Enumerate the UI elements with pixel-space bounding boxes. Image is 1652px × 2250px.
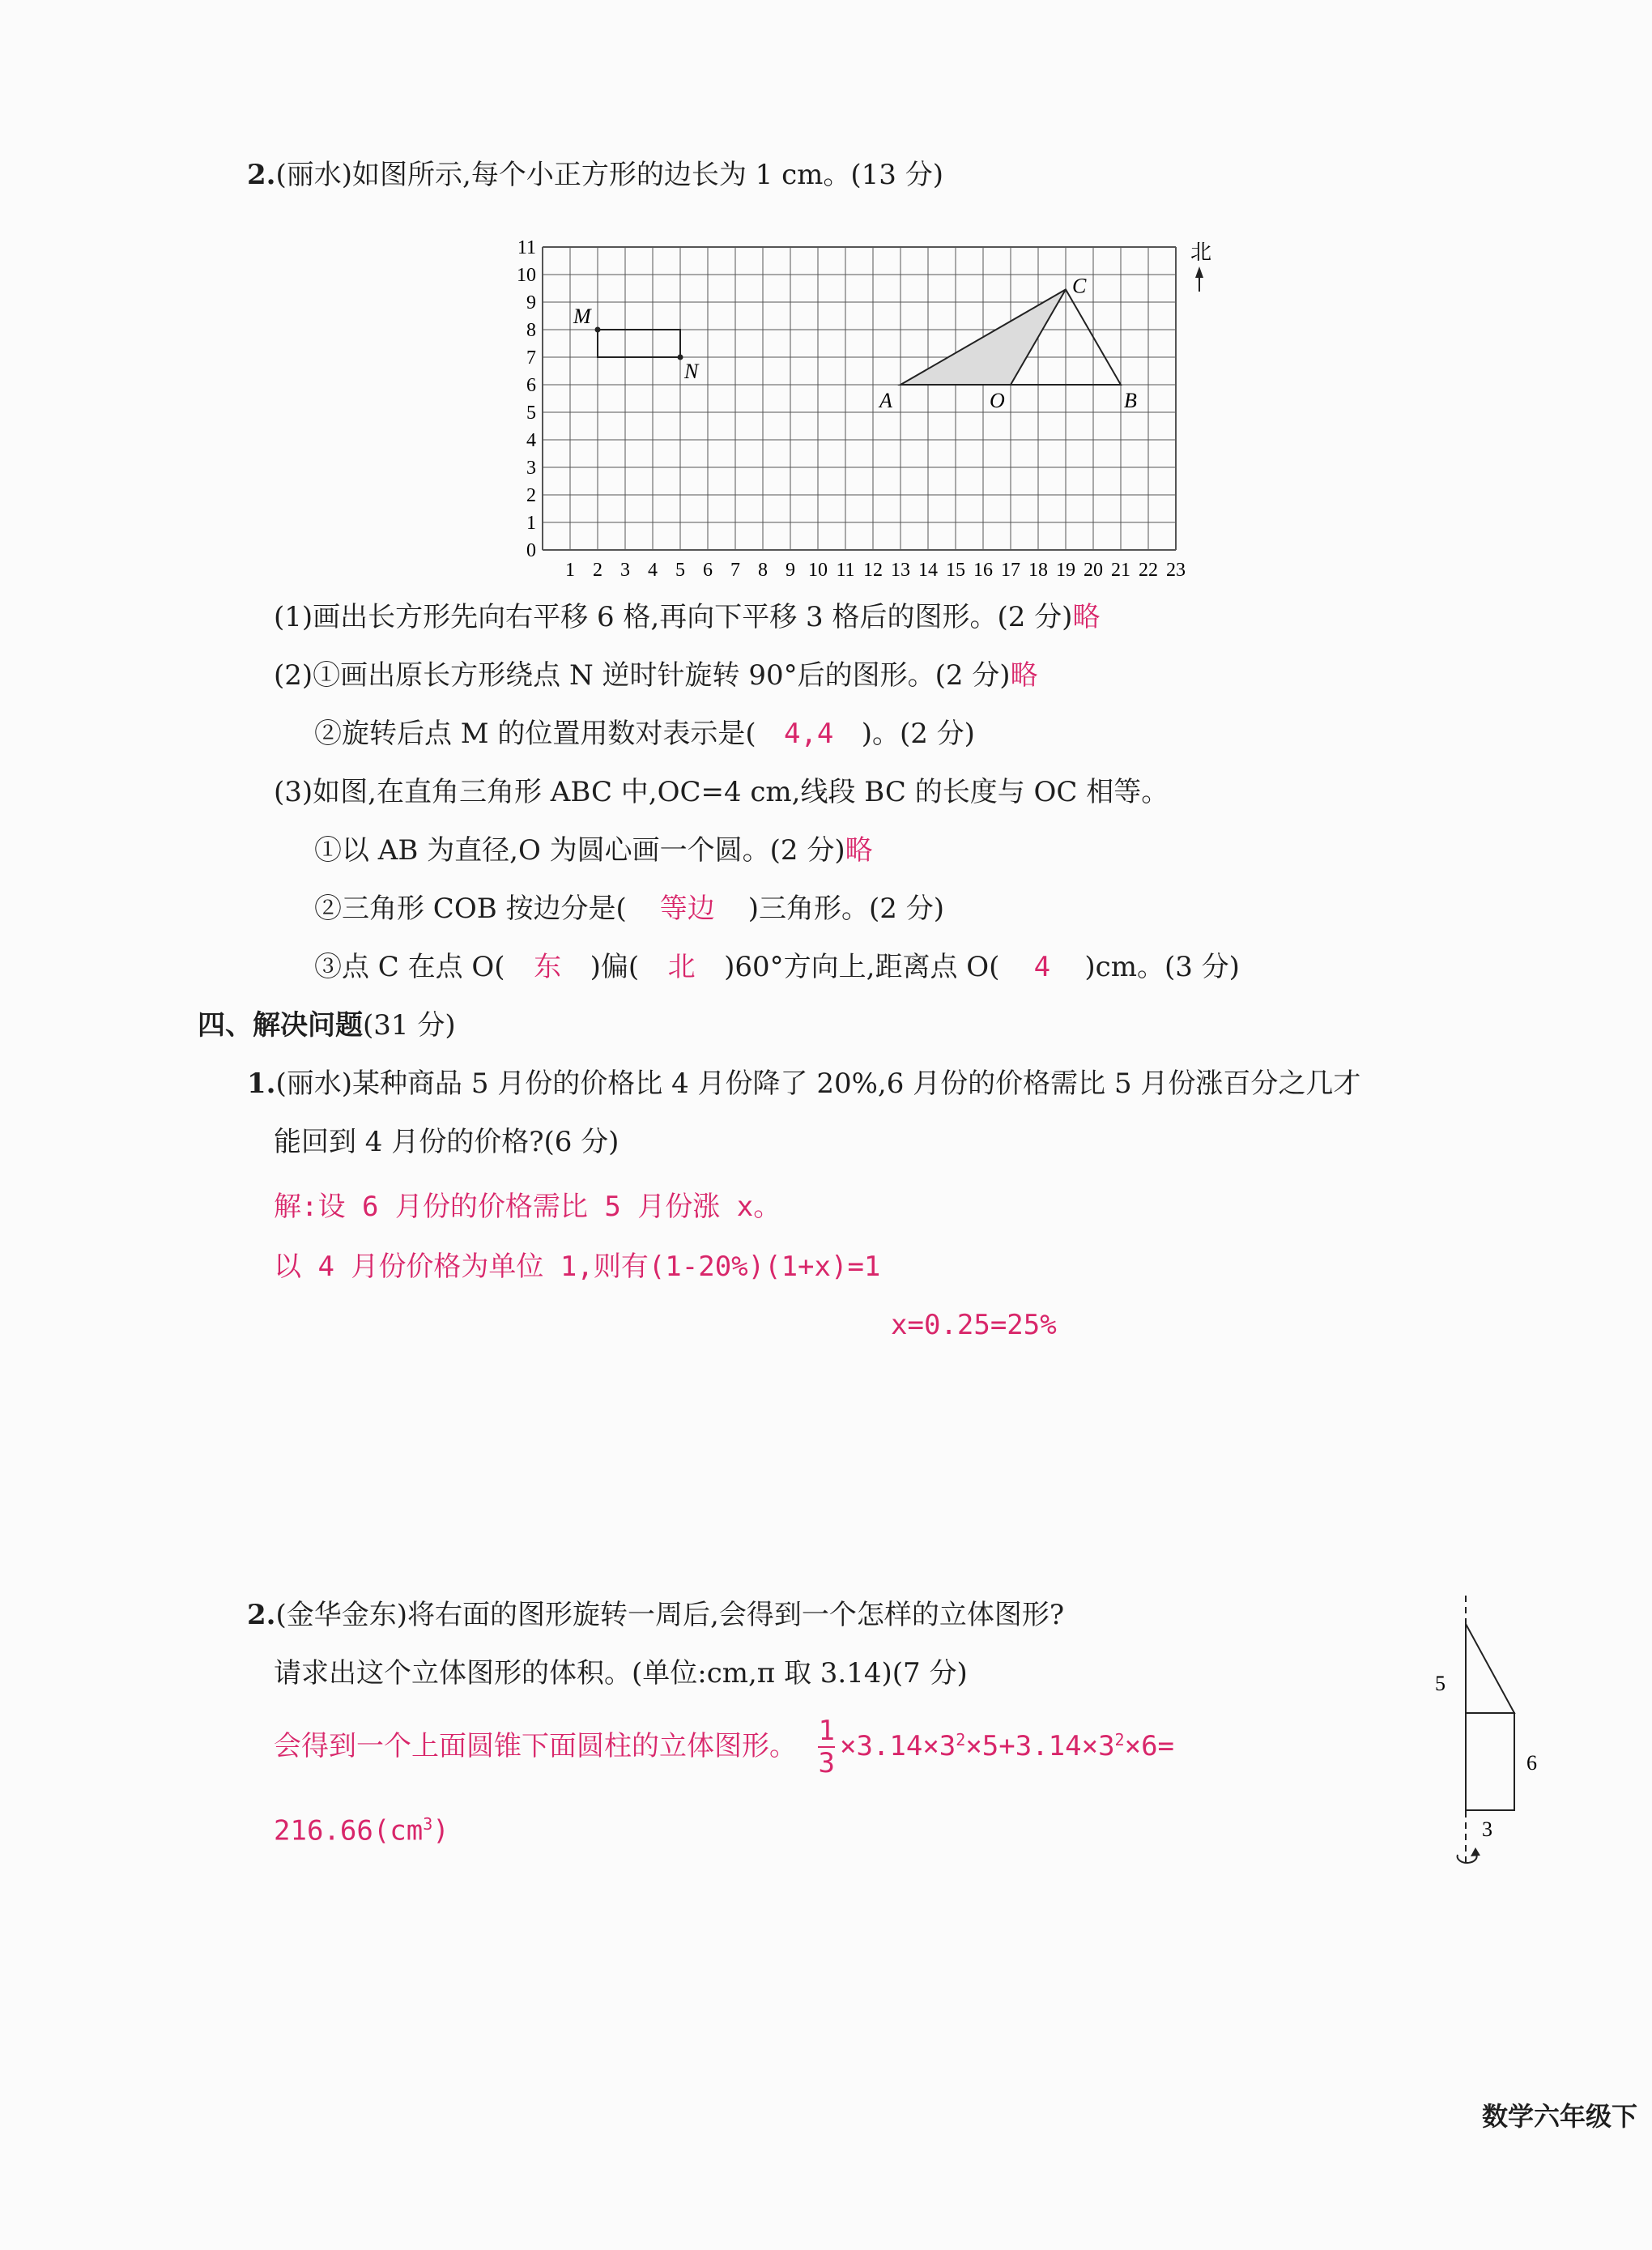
x-tick-label: 16: [973, 560, 993, 579]
x-axis-labels: [565, 560, 1186, 579]
part-1: (1)画出长方形先向右平移 6 格,再向下平移 3 格后的图形。(2 分)略: [274, 601, 1101, 633]
s4-q2-line-2: 请求出这个立体图形的体积。(单位:cm,π 取 3.14)(7 分): [274, 1657, 968, 1690]
rectangle-mn: [598, 330, 680, 357]
part-2a-answer: 略: [1010, 659, 1038, 692]
x-tick-label: 23: [1166, 560, 1186, 579]
part-2b: ②旋转后点 M 的位置用数对表示是( 4,4 )。(2 分): [314, 718, 975, 750]
label-m: M: [573, 305, 591, 328]
label-b: B: [1124, 389, 1137, 412]
x-tick-label: 9: [786, 560, 795, 579]
rectangle-part: [1466, 1713, 1514, 1810]
point-n-dot: [678, 355, 683, 360]
part-2a: (2)①画出原长方形绕点 N 逆时针旋转 90°后的图形。(2 分)略: [274, 659, 1038, 692]
part-3c-answer-2: 北: [667, 951, 696, 983]
s4-q2-answer-2: $216.66(cm^3)$: [274, 1814, 449, 1847]
y-tick-label: 3: [526, 458, 536, 479]
x-tick-label: 22: [1139, 560, 1158, 579]
point-m-dot: [595, 327, 601, 333]
rotation-figure: [1425, 1583, 1547, 1899]
y-tick-label: 5: [526, 403, 536, 424]
label-n: N: [684, 360, 699, 383]
y-axis-labels: [517, 237, 536, 561]
x-tick-label: 10: [808, 560, 828, 579]
x-tick-label: 14: [918, 560, 938, 579]
y-tick-label: 9: [526, 292, 536, 313]
fraction-one-third: $\frac{1}{3}$: [818, 1715, 835, 1779]
label-o: O: [990, 389, 1005, 412]
s4-q2-line-1: 2.(金华金东)将右面的图形旋转一周后,会得到一个怎样的立体图形?: [247, 1599, 1065, 1631]
part-3c-answer-3: 4: [1033, 951, 1051, 983]
part-3c-answer-1: 东: [534, 951, 562, 983]
y-tick-label: 7: [526, 347, 536, 369]
x-tick-label: 4: [648, 560, 658, 579]
part-3b: ②三角形 COB 按边分是( 等边 )三角形。(2 分): [314, 893, 944, 925]
part-3c: ③点 C 在点 O( 东 )偏( 北 )60°方向上,距离点 O( 4 )cm。(3 分): [314, 951, 1240, 983]
q2-source: (丽水): [275, 159, 353, 191]
north-arrow-icon: [1195, 266, 1203, 292]
y-tick-label: 0: [526, 540, 536, 561]
cylinder-height-label: 6: [1526, 1751, 1537, 1775]
y-tick-label: 11: [517, 237, 536, 258]
label-c: C: [1072, 274, 1087, 298]
y-tick-label: 4: [526, 430, 536, 451]
triangle-part: [1466, 1624, 1514, 1713]
cone-height-label: 5: [1435, 1672, 1446, 1695]
x-tick-label: 8: [758, 560, 768, 579]
y-tick-label: 10: [517, 265, 536, 286]
part-2b-answer: 4,4: [783, 718, 834, 750]
q2-header: [247, 159, 943, 192]
s4-q1-line-2: 能回到 4 月份的价格?(6 分): [274, 1126, 620, 1158]
y-tick-label: 8: [526, 320, 536, 341]
x-tick-label: 5: [675, 560, 685, 579]
s4-q1-line-1: 1.(丽水)某种商品 5 月份的价格比 4 月份降了 20%,6 月份的价格需比 5 月份涨百分之几才: [247, 1067, 1361, 1100]
x-tick-label: 3: [620, 560, 630, 579]
x-tick-label: 1: [565, 560, 575, 579]
coordinate-grid: [486, 231, 1215, 579]
y-tick-label: 6: [526, 375, 536, 396]
section-4-title: 四、解决问题(31 分): [198, 1009, 456, 1042]
x-tick-label: 7: [730, 560, 740, 579]
q2-text: 如图所示,每个小正方形的边长为 1 cm。(13 分): [352, 159, 943, 191]
x-tick-label: 13: [891, 560, 910, 579]
x-tick-label: 19: [1056, 560, 1075, 579]
x-tick-label: 2: [593, 560, 602, 579]
x-tick-label: 6: [703, 560, 713, 579]
x-tick-label: 18: [1028, 560, 1048, 579]
x-tick-label: 21: [1111, 560, 1130, 579]
part-3a-answer: 略: [845, 834, 873, 867]
x-tick-label: 11: [836, 560, 855, 579]
s4-q2-answer-1: 会得到一个上面圆锥下面圆柱的立体图形。 $\frac{1}{3}$ $\times 3.14\times 3^2\times 5+3.14\times 3^2\times 6=$: [274, 1715, 1175, 1779]
s4-q1-answer-3: x=0.25=25%: [891, 1309, 1057, 1341]
part-1-answer: 略: [1072, 601, 1101, 633]
footer-label: 数学六年级下: [1481, 2101, 1637, 2132]
rotate-arrow-icon: [1458, 1847, 1480, 1863]
x-tick-label: 20: [1084, 560, 1103, 579]
radius-label: 3: [1482, 1817, 1492, 1841]
x-tick-label: 17: [1001, 560, 1020, 579]
q2-number: 2.: [247, 159, 276, 191]
part-3b-answer: 等边: [659, 893, 715, 925]
part-3: (3)如图,在直角三角形 ABC 中,OC=4 cm,线段 BC 的长度与 OC 相等。: [274, 776, 1169, 808]
y-tick-label: 2: [526, 485, 536, 506]
s4-q1-answer-1: 解:设 6 月份的价格需比 5 月份涨 x。: [274, 1191, 781, 1223]
north-label: 北: [1190, 241, 1212, 264]
x-tick-label: 15: [946, 560, 965, 579]
label-a: A: [879, 389, 892, 412]
x-tick-label: 12: [863, 560, 883, 579]
s4-q1-answer-2: 以 4 月份价格为单位 1,则有(1-20%)(1+x)=1: [274, 1251, 881, 1283]
y-tick-label: 1: [526, 513, 536, 534]
part-3a: ①以 AB 为直径,O 为圆心画一个圆。(2 分)略: [314, 834, 873, 867]
